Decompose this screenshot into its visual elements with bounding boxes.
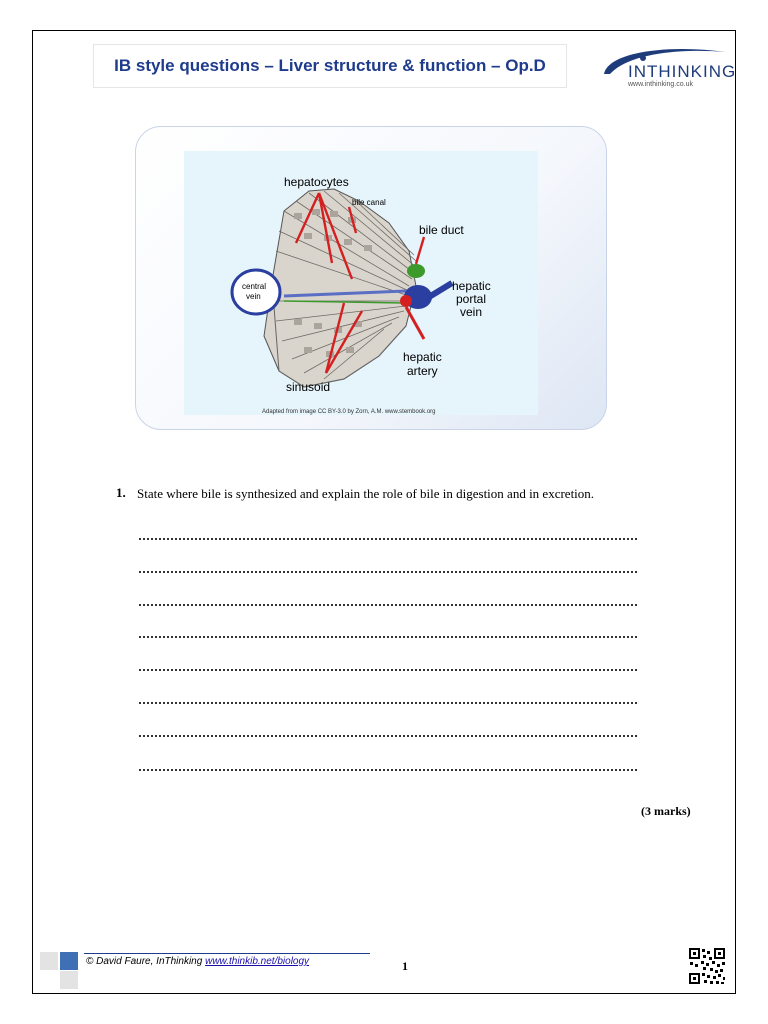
logo-url: www.inthinking.co.uk bbox=[628, 81, 693, 88]
footer-rule bbox=[84, 953, 370, 954]
label-hepatic-artery-1: hepatic bbox=[403, 350, 442, 364]
footer-link[interactable]: www.thinkib.net/biology bbox=[205, 956, 310, 967]
page-title: IB style questions – Liver structure & function – Op.D bbox=[114, 56, 546, 75]
logo-text: INTHINKING bbox=[628, 62, 737, 81]
qr-code-icon bbox=[688, 947, 726, 985]
answer-line[interactable] bbox=[139, 702, 637, 704]
inthinking-logo bbox=[598, 44, 737, 92]
label-hepatocytes: hepatocytes bbox=[284, 175, 349, 189]
label-hepatic-portal-vein-1: hepatic bbox=[452, 279, 491, 293]
page-number: 1 bbox=[402, 959, 408, 973]
lobule-tissue bbox=[264, 189, 416, 387]
footer-copyright bbox=[86, 956, 309, 967]
label-bile-canal: bile canal bbox=[352, 198, 386, 207]
answer-line[interactable] bbox=[139, 604, 637, 606]
label-hepatic-portal-vein-3: vein bbox=[460, 305, 483, 319]
liver-lobule-diagram bbox=[184, 151, 538, 415]
label-bile-duct: bile duct bbox=[419, 223, 464, 237]
question-number: 1. bbox=[116, 485, 126, 500]
answer-line[interactable] bbox=[139, 669, 637, 671]
answer-line[interactable] bbox=[139, 735, 637, 737]
answer-line[interactable] bbox=[139, 769, 637, 771]
question-text: State where bile is synthesized and explain the role of bile in digestion and in excretion. bbox=[137, 486, 595, 501]
label-hepatic-artery-2: artery bbox=[407, 364, 438, 378]
title-box bbox=[93, 44, 567, 88]
label-hepatic-portal-vein-2: portal bbox=[456, 292, 487, 306]
answer-line[interactable] bbox=[139, 636, 637, 638]
answer-line[interactable] bbox=[139, 571, 637, 573]
answer-line[interactable] bbox=[139, 538, 637, 540]
label-central-vein-2: vein bbox=[246, 292, 261, 301]
label-sinusoid: sinusoid bbox=[286, 380, 331, 394]
label-central-vein-1: central bbox=[242, 282, 267, 291]
footer-copyright-text: © David Faure, InThinking bbox=[86, 956, 206, 967]
marks-label: (3 marks) bbox=[641, 804, 691, 818]
image-credit: Adapted from image CC BY-3.0 by Zorn, A.M. www.stembook.org bbox=[262, 409, 436, 415]
